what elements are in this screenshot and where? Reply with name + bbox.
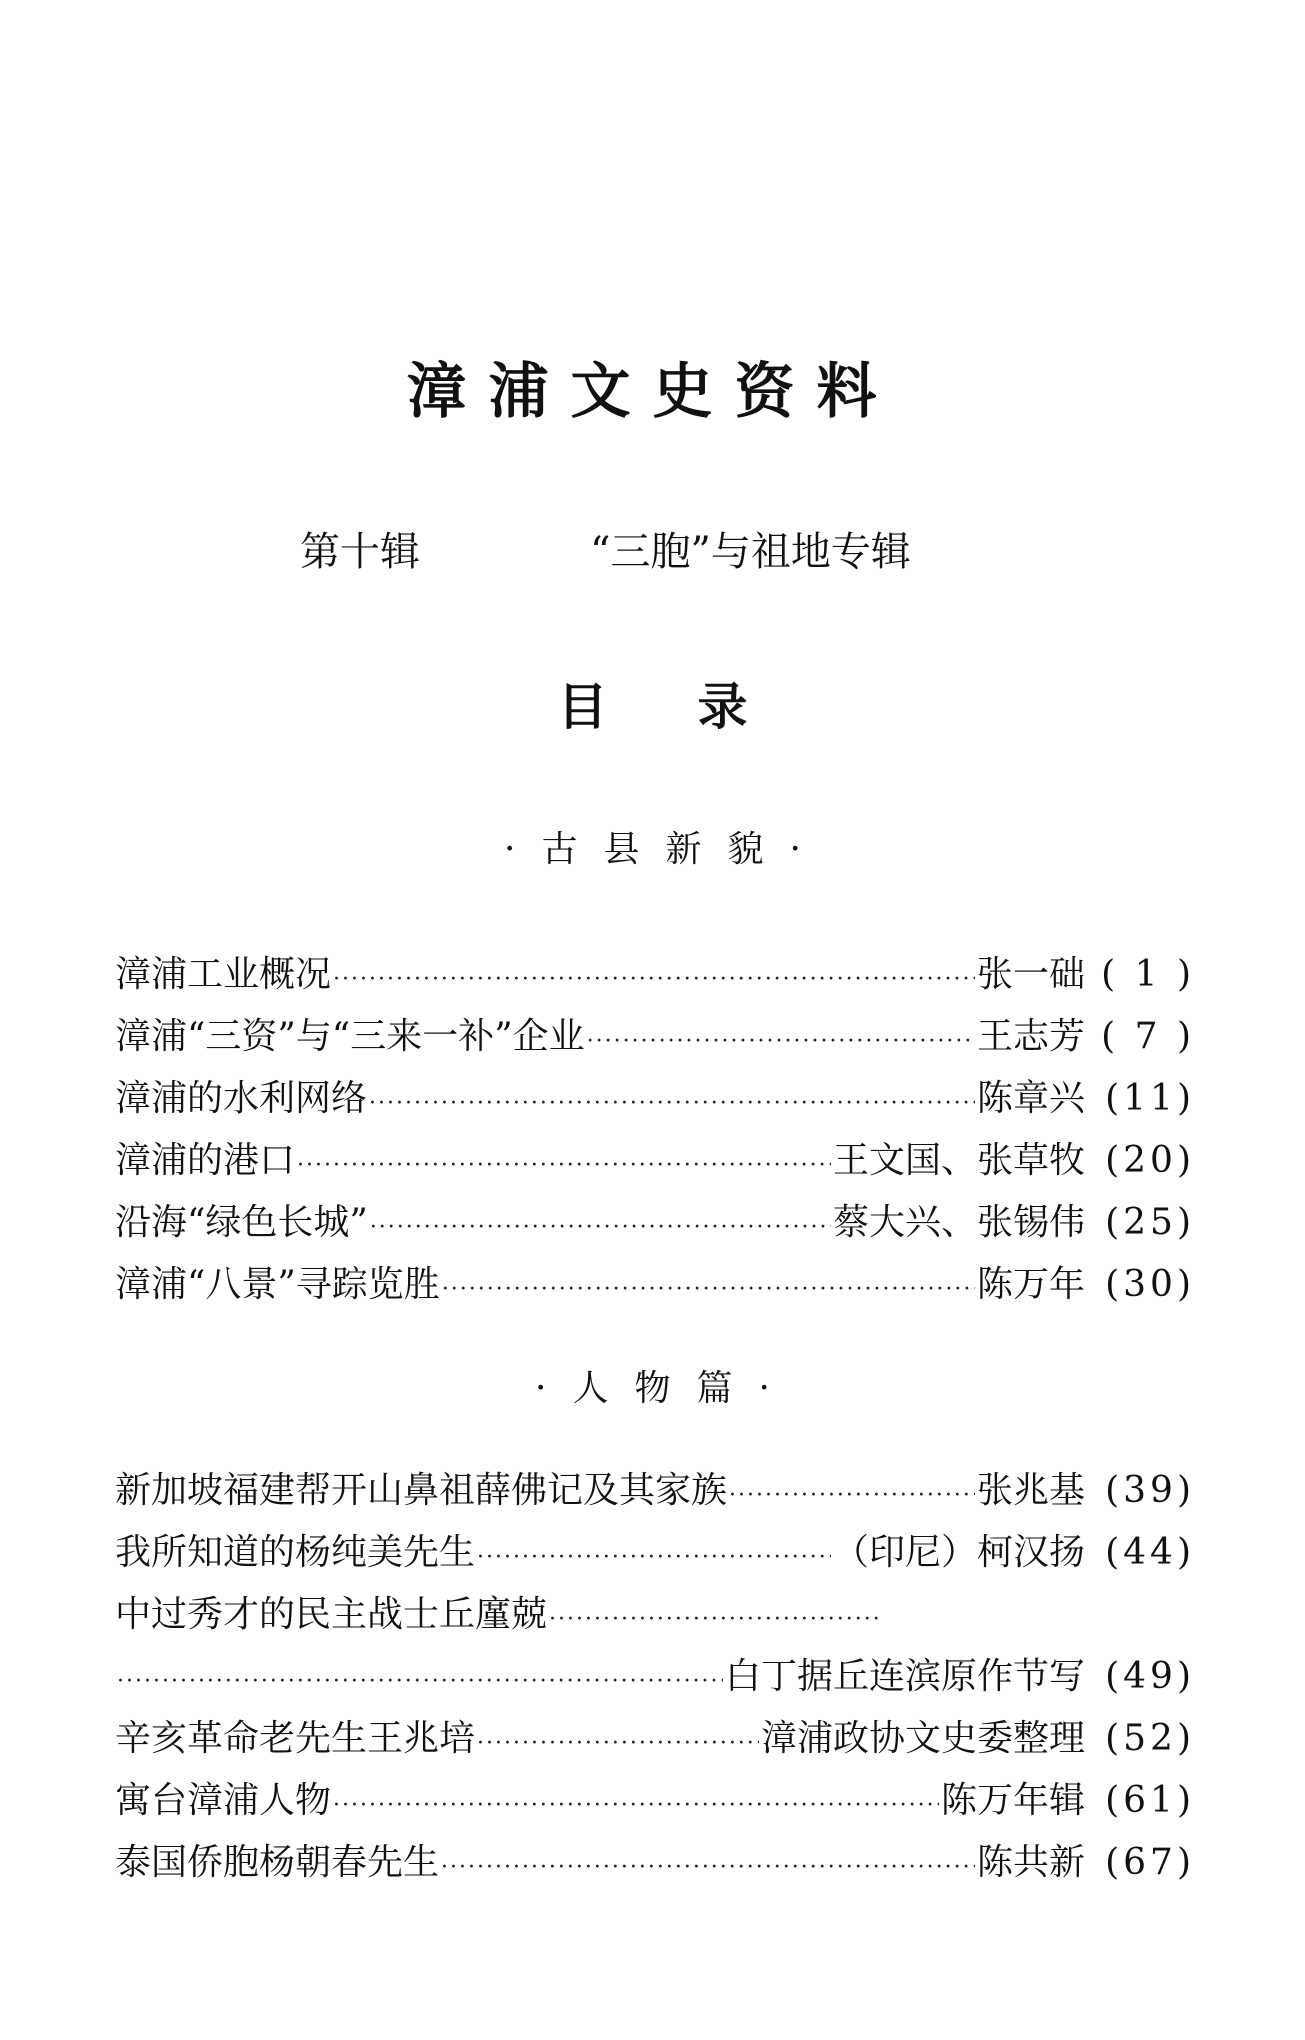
dot-leader xyxy=(370,1197,831,1259)
dot-leader xyxy=(477,1527,831,1589)
toc-entry-continuation xyxy=(115,1646,1195,1708)
entry-title: 泰国侨胞杨朝春先生 xyxy=(115,1842,440,1883)
dot-leader xyxy=(477,1713,759,1775)
toc-entry xyxy=(115,1584,1195,1646)
toc-entry xyxy=(115,1254,1195,1316)
toc-heading: 目录 xyxy=(557,677,838,736)
toc-entry xyxy=(115,1068,1195,1130)
toc-list-section-1 xyxy=(115,944,1195,1316)
entry-title: 辛亥革命老先生王兆培 xyxy=(115,1718,476,1759)
dot-leader xyxy=(442,1259,975,1321)
entry-page: (52) xyxy=(1105,1718,1195,1759)
entry-title: 中过秀才的民主战士丘廑兢 xyxy=(115,1594,548,1635)
section-heading-people: ·人物篇· xyxy=(535,1368,796,1409)
entry-page: (20) xyxy=(1105,1140,1195,1181)
toc-entry xyxy=(115,1522,1195,1584)
entry-title: 漳浦“八景”寻踪览胜 xyxy=(115,1264,440,1305)
book-title: 漳浦文史资料 xyxy=(406,357,899,427)
entry-author: 陈共新 xyxy=(976,1842,1085,1883)
entry-page: (25) xyxy=(1105,1202,1195,1243)
entry-page: ( 7 ) xyxy=(1101,1016,1195,1057)
entry-title: 漳浦工业概况 xyxy=(115,954,332,995)
dot-leader xyxy=(117,1651,723,1713)
entry-page: ( 1 ) xyxy=(1101,954,1195,995)
entry-author: 张一础 xyxy=(976,954,1085,995)
entry-title: 漳浦“三资”与“三来一补”企业 xyxy=(115,1016,585,1057)
dot-leader xyxy=(297,1135,831,1197)
entry-title: 新加坡福建帮开山鼻祖薛佛记及其家族 xyxy=(115,1470,728,1511)
toc-entry xyxy=(115,1006,1195,1068)
entry-page: (67) xyxy=(1105,1842,1195,1883)
dot-leader xyxy=(333,1775,939,1837)
toc-entry xyxy=(115,1832,1195,1894)
dot-leader xyxy=(587,1011,975,1073)
toc-entry xyxy=(115,1130,1195,1192)
toc-entry xyxy=(115,1192,1195,1254)
entry-author: 王志芳 xyxy=(976,1016,1085,1057)
entry-page: (11) xyxy=(1105,1078,1195,1119)
dot-leader xyxy=(441,1837,975,1899)
entry-title: 寓台漳浦人物 xyxy=(115,1780,332,1821)
entry-author: （印尼）柯汉扬 xyxy=(832,1532,1085,1573)
entry-title: 漳浦的水利网络 xyxy=(115,1078,368,1119)
dot-leader xyxy=(369,1073,975,1135)
entry-page: (44) xyxy=(1105,1532,1195,1573)
toc-list-section-2 xyxy=(115,1460,1195,1894)
section-heading-ancient-county: ·古县新貌· xyxy=(504,829,827,870)
entry-title: 我所知道的杨纯美先生 xyxy=(115,1532,476,1573)
volume-theme: “三胞”与祖地专辑 xyxy=(590,529,911,575)
entry-author: 陈章兴 xyxy=(976,1078,1085,1119)
entry-page: (30) xyxy=(1105,1264,1195,1305)
entry-title: 漳浦的港口 xyxy=(115,1140,296,1181)
entry-author: 蔡大兴、张锡伟 xyxy=(832,1202,1085,1243)
entry-author: 陈万年辑 xyxy=(940,1780,1085,1821)
entry-page: (61) xyxy=(1105,1780,1195,1821)
entry-page: (49) xyxy=(1105,1656,1195,1697)
dot-leader xyxy=(729,1465,975,1527)
entry-author: 漳浦政协文史委整理 xyxy=(760,1718,1085,1759)
entry-author: 陈万年 xyxy=(976,1264,1085,1305)
entry-page: (39) xyxy=(1105,1470,1195,1511)
toc-entry xyxy=(115,1708,1195,1770)
dot-leader xyxy=(333,949,975,1011)
volume-label: 第十辑 xyxy=(300,529,420,575)
dot-leader xyxy=(549,1589,879,1651)
toc-entry xyxy=(115,1460,1195,1522)
entry-title: 沿海“绿色长城” xyxy=(115,1202,368,1243)
subtitle-line xyxy=(300,522,1040,582)
entry-author: 张兆基 xyxy=(976,1470,1085,1511)
entry-author: 白丁据丘连滨原作节写 xyxy=(724,1656,1085,1697)
toc-entry xyxy=(115,944,1195,1006)
toc-entry xyxy=(115,1770,1195,1832)
entry-author: 王文国、张草牧 xyxy=(832,1140,1085,1181)
